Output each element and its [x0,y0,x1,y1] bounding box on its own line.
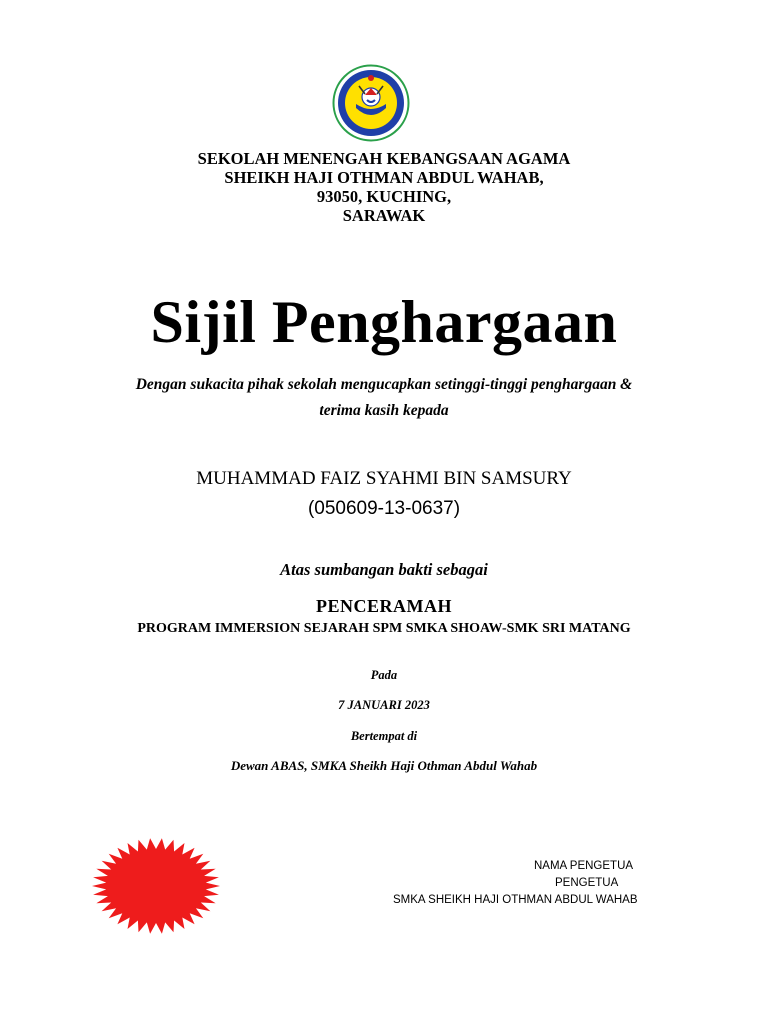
venue: Dewan ABAS, SMKA Sheikh Haji Othman Abdul Wahab [230,758,538,773]
role-title: PENCERAMAH [316,596,452,616]
school-line-2: SHEIKH HAJI OTHMAN ABDUL WAHAB, [224,168,544,187]
recipient-ic: (050609-13-0637) [307,498,461,519]
school-line-3: 93050, KUCHING, [316,187,452,206]
red-starburst-seal-icon [90,836,222,936]
program-name: PROGRAM IMMERSION SEJARAH SPM SMKA SHOAW-SMK SRI MATANG [137,621,631,636]
intro-line-2: terima kasih kepada [319,402,449,419]
signatory-name: NAMA PENGETUA [534,860,634,872]
school-line-1: SEKOLAH MENENGAH KEBANGSAAN AGAMA [197,149,571,168]
venue-label: Bertempat di [350,729,418,743]
school-crest-icon [332,64,410,142]
school-line-4: SARAWAK [342,206,426,225]
on-label: Pada [370,668,398,682]
intro-line-1: Dengan sukacita pihak sekolah mengucapkan setinggi-tinggi penghargaan & [135,376,633,393]
signatory-school: SMKA SHEIKH HAJI OTHMAN ABDUL WAHAB [393,894,638,906]
certificate-intro [0,372,768,424]
recipient-name: MUHAMMAD FAIZ SYAHMI BIN SAMSURY [196,468,572,489]
signatory-title: PENGETUA [555,877,619,889]
event-date: 7 JANUARI 2023 [338,698,430,712]
contribution-label: Atas sumbangan bakti sebagai [280,560,488,579]
certificate-title: Sijil Penghargaan [150,289,618,355]
school-address [0,149,768,225]
